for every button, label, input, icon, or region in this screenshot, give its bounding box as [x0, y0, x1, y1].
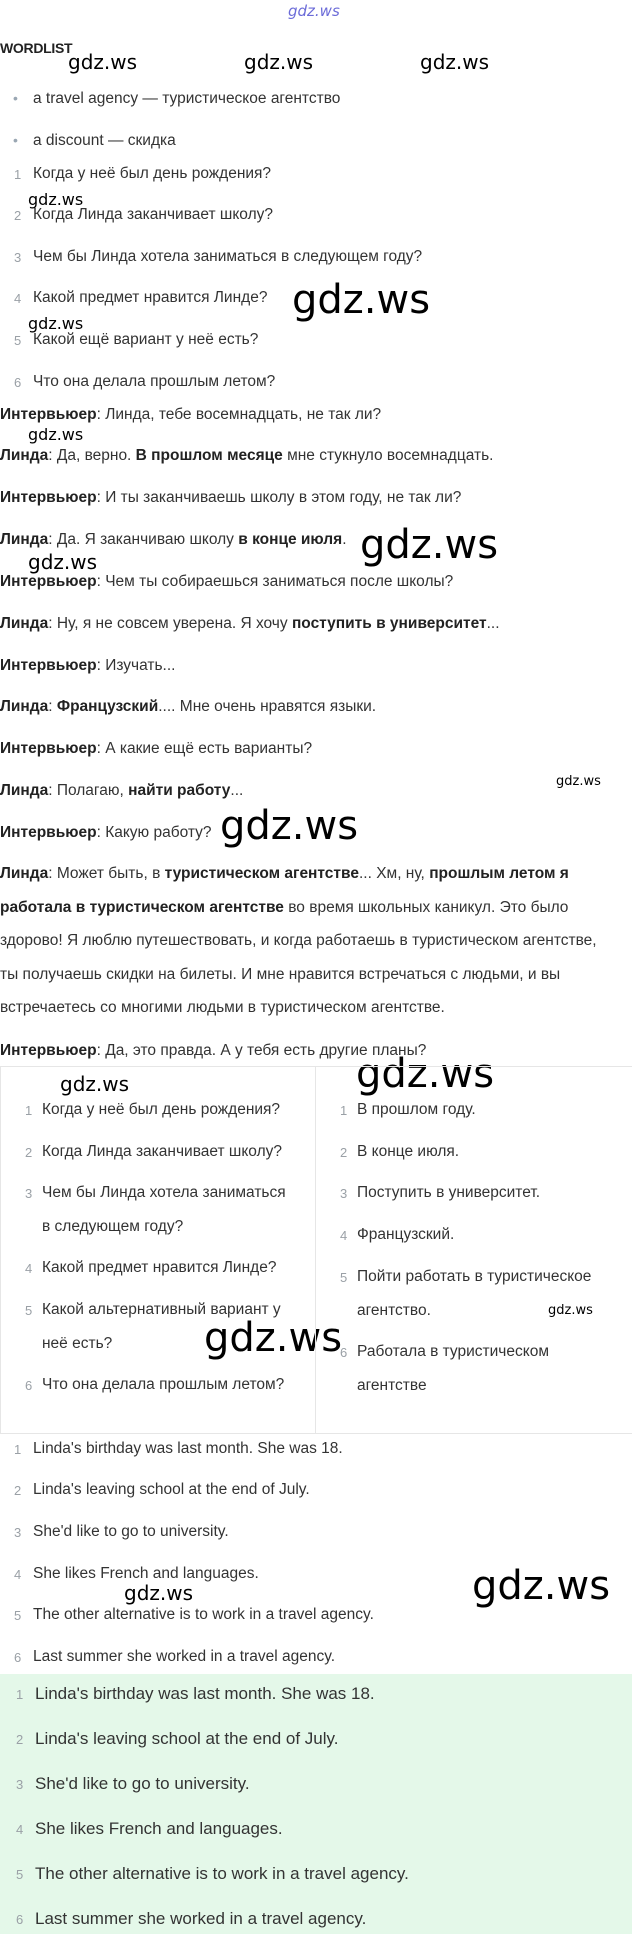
watermark: gdz.ws — [556, 774, 601, 789]
watermark: gdz.ws — [204, 1315, 343, 1361]
dialogue-line: Линда: Полагаю, найти работу... — [0, 782, 244, 799]
site-logo: gdz.ws — [288, 2, 340, 20]
answers-box: 1 В прошлом году. 2 В конце июля. 3 Поступить в университет. 4 Французский. 5 Пойти работать в туристическое агентство. 6 Работала в туристическом агентстве — [315, 1066, 632, 1434]
watermark: gdz.ws — [356, 1051, 495, 1097]
bullet-icon: • — [13, 90, 18, 106]
dialogue-line: Линда: Да. Я заканчиваю школу в конце июля. — [0, 531, 347, 548]
watermark: gdz.ws — [220, 803, 359, 849]
dialogue-line: Линда: Ну, я не совсем уверена. Я хочу поступить в университет... — [0, 615, 500, 632]
watermark: gdz.ws — [68, 50, 138, 74]
dialogue-line: Интервьюер: Изучать... — [0, 657, 176, 674]
bullet-icon: • — [13, 132, 18, 148]
dialogue-line: Линда: Французский.... Мне очень нравятся языки. — [0, 698, 377, 715]
dialogue-line: Интервьюер: Да, это правда. А у тебя есть другие планы? — [0, 1042, 427, 1059]
watermark: gdz.ws — [360, 522, 499, 568]
watermark: gdz.ws — [548, 1303, 593, 1318]
dialogue-line: Интервьюер: Линда, тебе восемнадцать, не так ли? — [0, 406, 382, 423]
dialogue-line: Интервьюер: И ты заканчиваешь школу в этом году, не так ли? — [0, 489, 462, 506]
dialogue-line: Линда: Да, верно. В прошлом месяце мне стукнуло восемнадцать. — [0, 447, 494, 464]
question-answer-table — [0, 1066, 632, 1432]
questions-box: 1 Когда у неё был день рождения? 2 Когда Линда заканчивает школу? 3 Чем бы Линда хотела заниматься в следующем году? 4 Какой предмет нравится Линде? 5 Какой альтернативный вариант у неё есть? 6 Что она делала прошлым летом? — [0, 1066, 316, 1434]
watermark: gdz.ws — [292, 277, 431, 323]
watermark: gdz.ws — [124, 1581, 194, 1605]
watermark: gdz.ws — [472, 1563, 611, 1609]
watermark: gdz.ws — [28, 550, 98, 574]
wordlist-title: WORDLIST — [0, 40, 73, 56]
answers-highlight-block: 1 Linda's birthday was last month. She was 18. 2 Linda's leaving school at the end of July. 3 She'd like to go to university. 4 She likes French and languages. 5 The other alternative is to work in a travel agency. 6 Last summer she worked in a travel agency. — [0, 1674, 632, 1934]
dialogue-line: Интервьюер: Какую работу? — [0, 824, 212, 841]
watermark: gdz.ws — [28, 190, 84, 209]
watermark: gdz.ws — [28, 314, 84, 333]
watermark: gdz.ws — [60, 1072, 130, 1096]
dialogue-line: Интервьюер: Чем ты собираешься заниматься после школы? — [0, 573, 454, 590]
watermark: gdz.ws — [28, 425, 84, 444]
dialogue-line: Интервьюер: А какие ещё есть варианты? — [0, 740, 313, 757]
watermark: gdz.ws — [244, 50, 314, 74]
long-reply: Линда: Может быть, в туристическом агентстве... Хм, ну, прошлым летом я работала в туристическом агентстве во время школьных каникул. Это было здорово! Я люблю путешествовать, и когда работаешь в туристическом агентстве, ты получаешь скидки на билеты. И мне нравится встречаться с людьми, и вы встречаетесь со многими людьми в туристическом агентстве. — [0, 865, 597, 1016]
watermark: gdz.ws — [420, 50, 490, 74]
